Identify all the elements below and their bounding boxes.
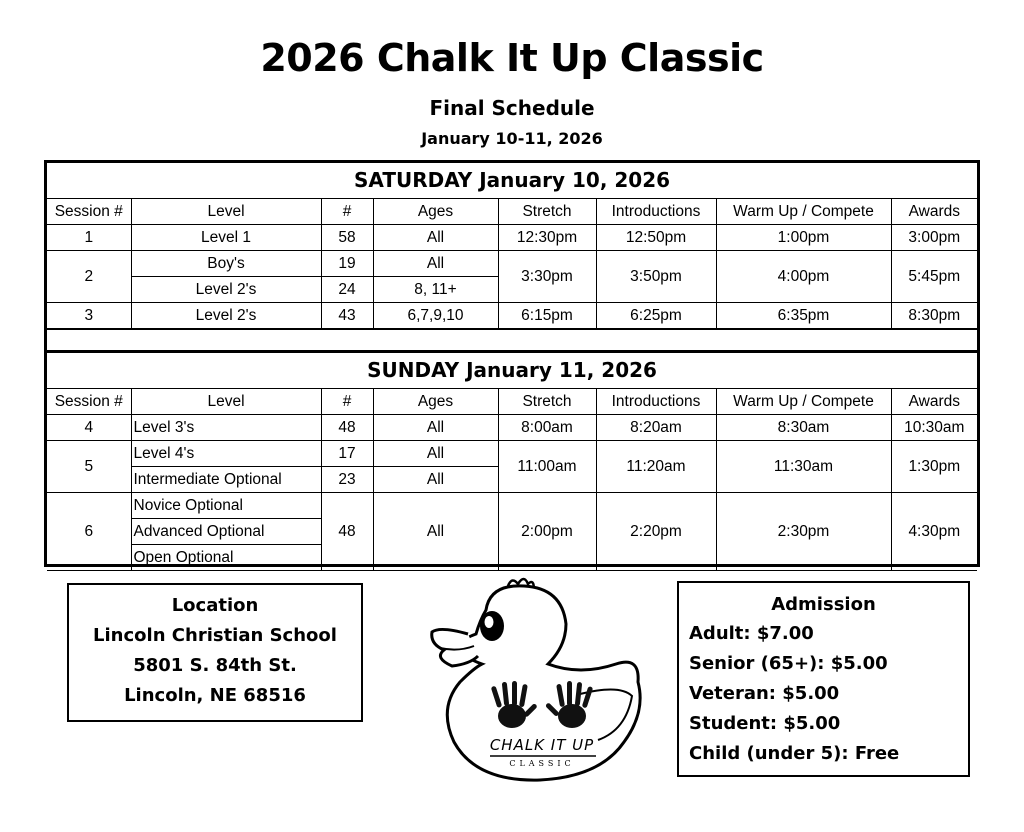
stretch-time: 12:30pm — [498, 225, 596, 251]
level-name: Level 4's — [131, 441, 321, 467]
logo-text: CHALK IT UP — [490, 736, 594, 754]
introductions-time: 12:50pm — [596, 225, 716, 251]
table-row — [47, 493, 977, 519]
admission-line: Child (under 5): Free — [679, 739, 968, 769]
admission-line: Adult: $7.00 — [679, 619, 968, 649]
day-divider — [47, 329, 977, 353]
gymnast-count: 58 — [321, 225, 373, 251]
col-header-level: Level — [131, 389, 321, 415]
admission-box — [677, 581, 970, 777]
col-header-stretch: Stretch — [498, 389, 596, 415]
awards-time: 5:45pm — [891, 251, 977, 303]
level-name: Boy's — [131, 251, 321, 277]
gymnast-count: 17 — [321, 441, 373, 467]
level-name: Level 2's — [131, 303, 321, 329]
ages: All — [373, 225, 498, 251]
gymnast-count: 43 — [321, 303, 373, 329]
gymnast-count: 23 — [321, 467, 373, 493]
session-number: 3 — [47, 303, 131, 329]
admission-line: Senior (65+): $5.00 — [679, 649, 968, 679]
introductions-time: 6:25pm — [596, 303, 716, 329]
ages: 8, 11+ — [373, 277, 498, 303]
ages: All — [373, 415, 498, 441]
stretch-time: 3:30pm — [498, 251, 596, 303]
session-number: 4 — [47, 415, 131, 441]
col-header-ages: Ages — [373, 199, 498, 225]
schedule-table — [44, 160, 980, 567]
compete-time: 8:30am — [716, 415, 891, 441]
session-number: 2 — [47, 251, 131, 303]
col-header-awards: Awards — [891, 199, 977, 225]
compete-time: 6:35pm — [716, 303, 891, 329]
stretch-time: 2:00pm — [498, 493, 596, 571]
introductions-time: 2:20pm — [596, 493, 716, 571]
gymnast-count: 24 — [321, 277, 373, 303]
gymnast-count: 48 — [321, 493, 373, 571]
table-row — [47, 225, 977, 251]
level-name: Level 2's — [131, 277, 321, 303]
location-line: 5801 S. 84th St. — [69, 651, 361, 681]
admission-line: Veteran: $5.00 — [679, 679, 968, 709]
admission-line: Student: $5.00 — [679, 709, 968, 739]
stretch-time: 6:15pm — [498, 303, 596, 329]
col-header-introductions: Introductions — [596, 389, 716, 415]
col-header-compete: Warm Up / Compete — [716, 199, 891, 225]
compete-time: 2:30pm — [716, 493, 891, 571]
page-subtitle: Final Schedule — [0, 96, 1024, 120]
event-dates: January 10-11, 2026 — [0, 129, 1024, 148]
awards-time: 8:30pm — [891, 303, 977, 329]
ages: All — [373, 467, 498, 493]
col-header-level: Level — [131, 199, 321, 225]
col-header-session: Session # — [47, 389, 131, 415]
col-header-count: # — [321, 199, 373, 225]
table-row — [47, 251, 977, 277]
level-name: Level 3's — [131, 415, 321, 441]
sunday-heading: SUNDAY January 11, 2026 — [47, 353, 977, 389]
ages: 6,7,9,10 — [373, 303, 498, 329]
sunday-table — [47, 353, 977, 571]
logo-subtext: CLASSIC — [509, 759, 574, 768]
introductions-time: 3:50pm — [596, 251, 716, 303]
header-row — [47, 199, 977, 225]
col-header-ages: Ages — [373, 389, 498, 415]
session-number: 5 — [47, 441, 131, 493]
location-heading: Location — [69, 591, 361, 621]
introductions-time: 8:20am — [596, 415, 716, 441]
location-line: Lincoln Christian School — [69, 621, 361, 651]
introductions-time: 11:20am — [596, 441, 716, 493]
session-number: 1 — [47, 225, 131, 251]
location-box — [67, 583, 363, 722]
saturday-heading: SATURDAY January 10, 2026 — [47, 163, 977, 199]
level-name: Advanced Optional — [131, 519, 321, 545]
duck-logo-icon — [420, 572, 660, 787]
level-name: Intermediate Optional — [131, 467, 321, 493]
col-header-session: Session # — [47, 199, 131, 225]
level-name: Novice Optional — [131, 493, 321, 519]
ages: All — [373, 441, 498, 467]
page-title: 2026 Chalk It Up Classic — [0, 36, 1024, 80]
session-number: 6 — [47, 493, 131, 571]
col-header-compete: Warm Up / Compete — [716, 389, 891, 415]
awards-time: 4:30pm — [891, 493, 977, 571]
col-header-awards: Awards — [891, 389, 977, 415]
compete-time: 11:30am — [716, 441, 891, 493]
awards-time: 10:30am — [891, 415, 977, 441]
gymnast-count: 19 — [321, 251, 373, 277]
level-name: Level 1 — [131, 225, 321, 251]
table-row — [47, 303, 977, 329]
admission-heading: Admission — [679, 591, 968, 619]
saturday-table — [47, 163, 977, 329]
stretch-time: 8:00am — [498, 415, 596, 441]
table-row — [47, 441, 977, 467]
table-row — [47, 415, 977, 441]
stretch-time: 11:00am — [498, 441, 596, 493]
level-name: Open Optional — [131, 545, 321, 571]
location-line: Lincoln, NE 68516 — [69, 681, 361, 711]
awards-time: 1:30pm — [891, 441, 977, 493]
header-row — [47, 389, 977, 415]
awards-time: 3:00pm — [891, 225, 977, 251]
gymnast-count: 48 — [321, 415, 373, 441]
compete-time: 1:00pm — [716, 225, 891, 251]
ages: All — [373, 251, 498, 277]
compete-time: 4:00pm — [716, 251, 891, 303]
col-header-count: # — [321, 389, 373, 415]
ages: All — [373, 493, 498, 571]
col-header-stretch: Stretch — [498, 199, 596, 225]
col-header-introductions: Introductions — [596, 199, 716, 225]
